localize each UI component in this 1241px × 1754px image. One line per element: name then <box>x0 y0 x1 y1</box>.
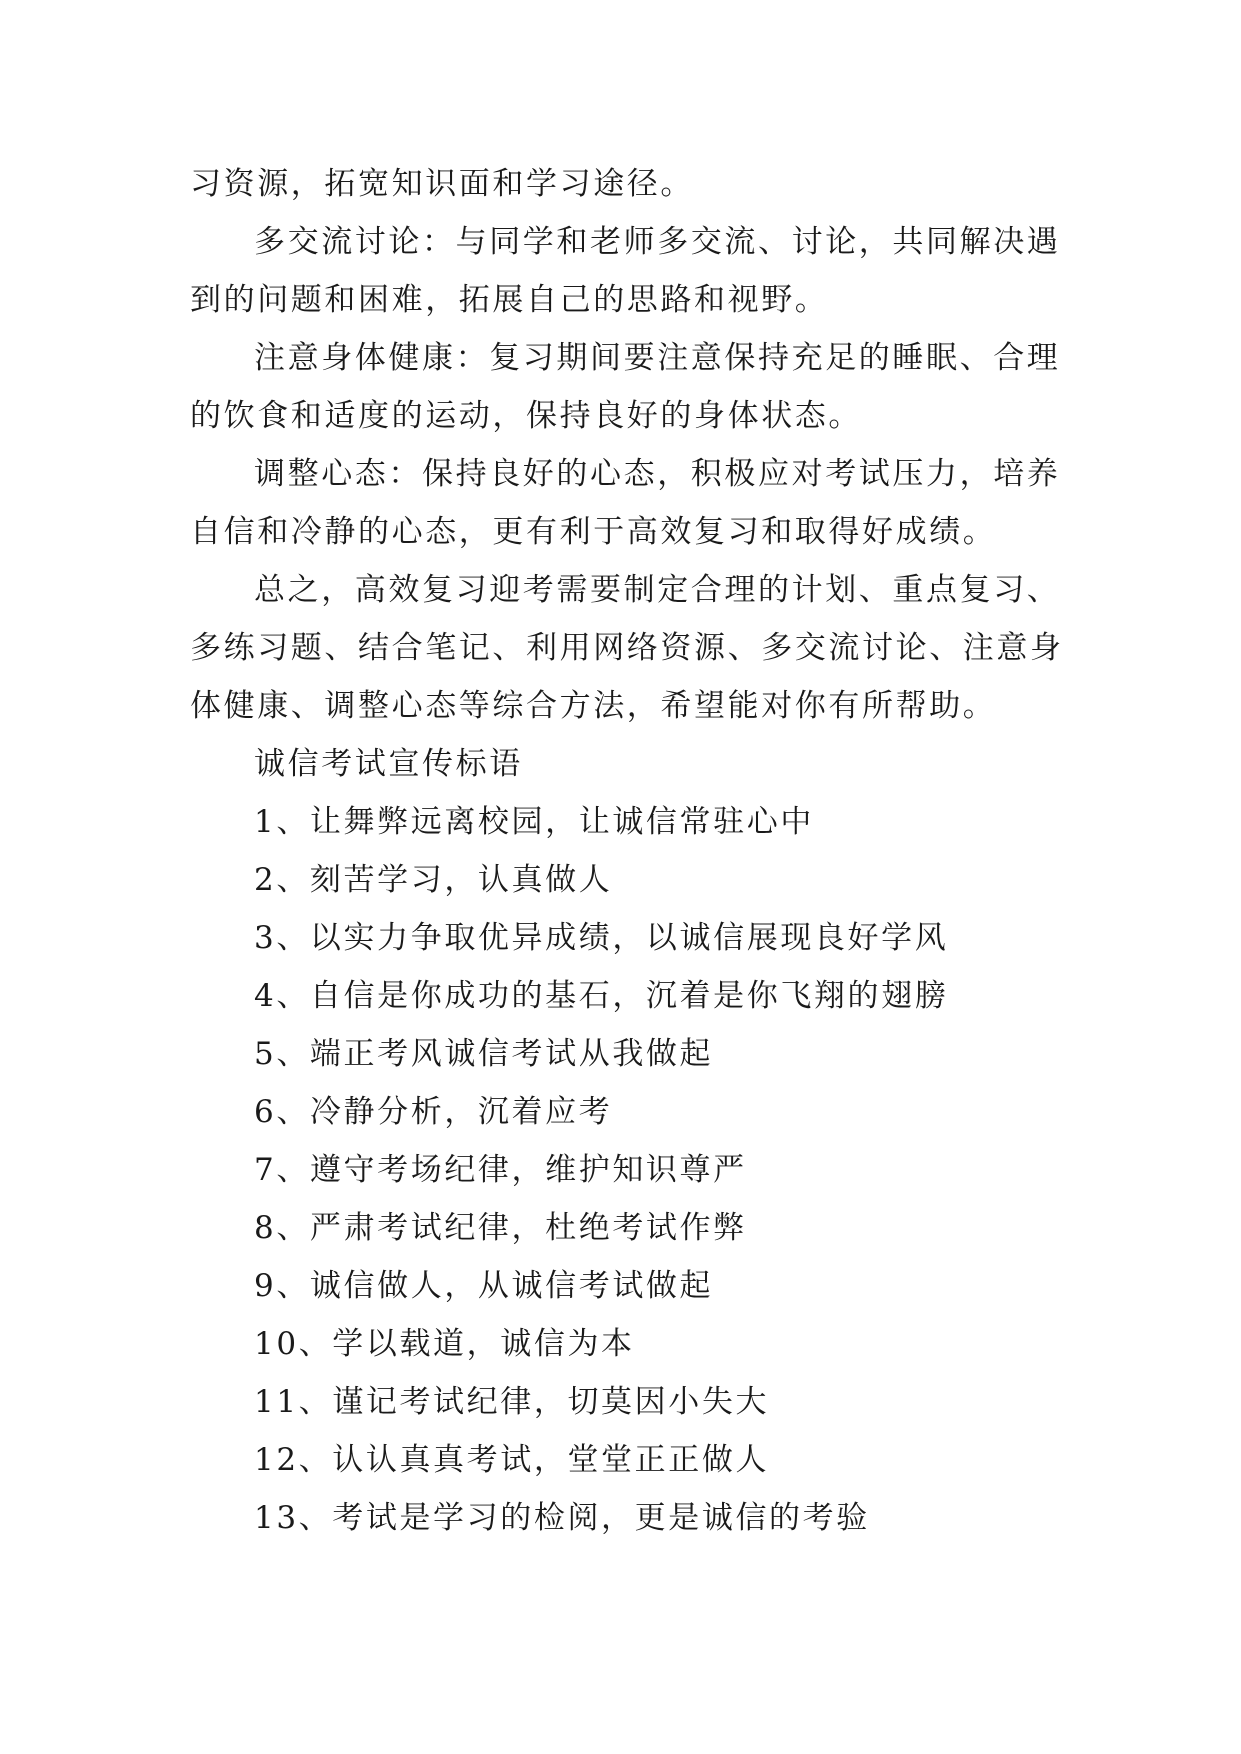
list-item: 9、诚信做人，从诚信考试做起 <box>254 1268 714 1304</box>
document-body <box>190 155 1070 1547</box>
list-item: 12、认认真真考试，堂堂正正做人 <box>254 1442 770 1478</box>
list-item: 1、让舞弊远离校园，让诚信常驻心中 <box>254 804 814 840</box>
list-item: 3、以实力争取优异成绩，以诚信展现良好学风 <box>254 920 949 956</box>
paragraph-line: 多练习题、结合笔记、利用网络资源、多交流讨论、注意身 <box>190 630 1064 666</box>
paragraph-line: 总之，高效复习迎考需要制定合理的计划、重点复习、 <box>254 572 1061 608</box>
list-item: 4、自信是你成功的基石，沉着是你飞翔的翅膀 <box>254 978 949 1014</box>
list-item: 10、学以载道，诚信为本 <box>254 1326 635 1362</box>
paragraph-line: 注意身体健康：复习期间要注意保持充足的睡眠、合理 <box>254 340 1061 376</box>
paragraph-line: 的饮食和适度的运动，保持良好的身体状态。 <box>190 398 862 434</box>
paragraph-line: 自信和冷静的心态，更有利于高效复习和取得好成绩。 <box>190 514 997 550</box>
paragraph-line: 体健康、调整心态等综合方法，希望能对你有所帮助。 <box>190 688 997 724</box>
paragraph-line: 多交流讨论：与同学和老师多交流、讨论，共同解决遇 <box>254 224 1061 260</box>
paragraph-line: 调整心态：保持良好的心态，积极应对考试压力，培养 <box>254 456 1061 492</box>
list-item: 6、冷静分析，沉着应考 <box>254 1094 613 1130</box>
paragraph-line: 习资源，拓宽知识面和学习途径。 <box>190 166 694 202</box>
list-item: 5、端正考风诚信考试从我做起 <box>254 1036 714 1072</box>
list-item: 11、谨记考试纪律，切莫因小失大 <box>254 1384 770 1420</box>
list-item: 7、遵守考场纪律，维护知识尊严 <box>254 1152 747 1188</box>
list-item: 2、刻苦学习，认真做人 <box>254 862 613 898</box>
list-item: 8、严肃考试纪律，杜绝考试作弊 <box>254 1210 747 1246</box>
paragraph-line: 到的问题和困难，拓展自己的思路和视野。 <box>190 282 829 318</box>
section-title: 诚信考试宣传标语 <box>254 746 523 782</box>
list-item: 13、考试是学习的检阅，更是诚信的考验 <box>254 1500 870 1536</box>
